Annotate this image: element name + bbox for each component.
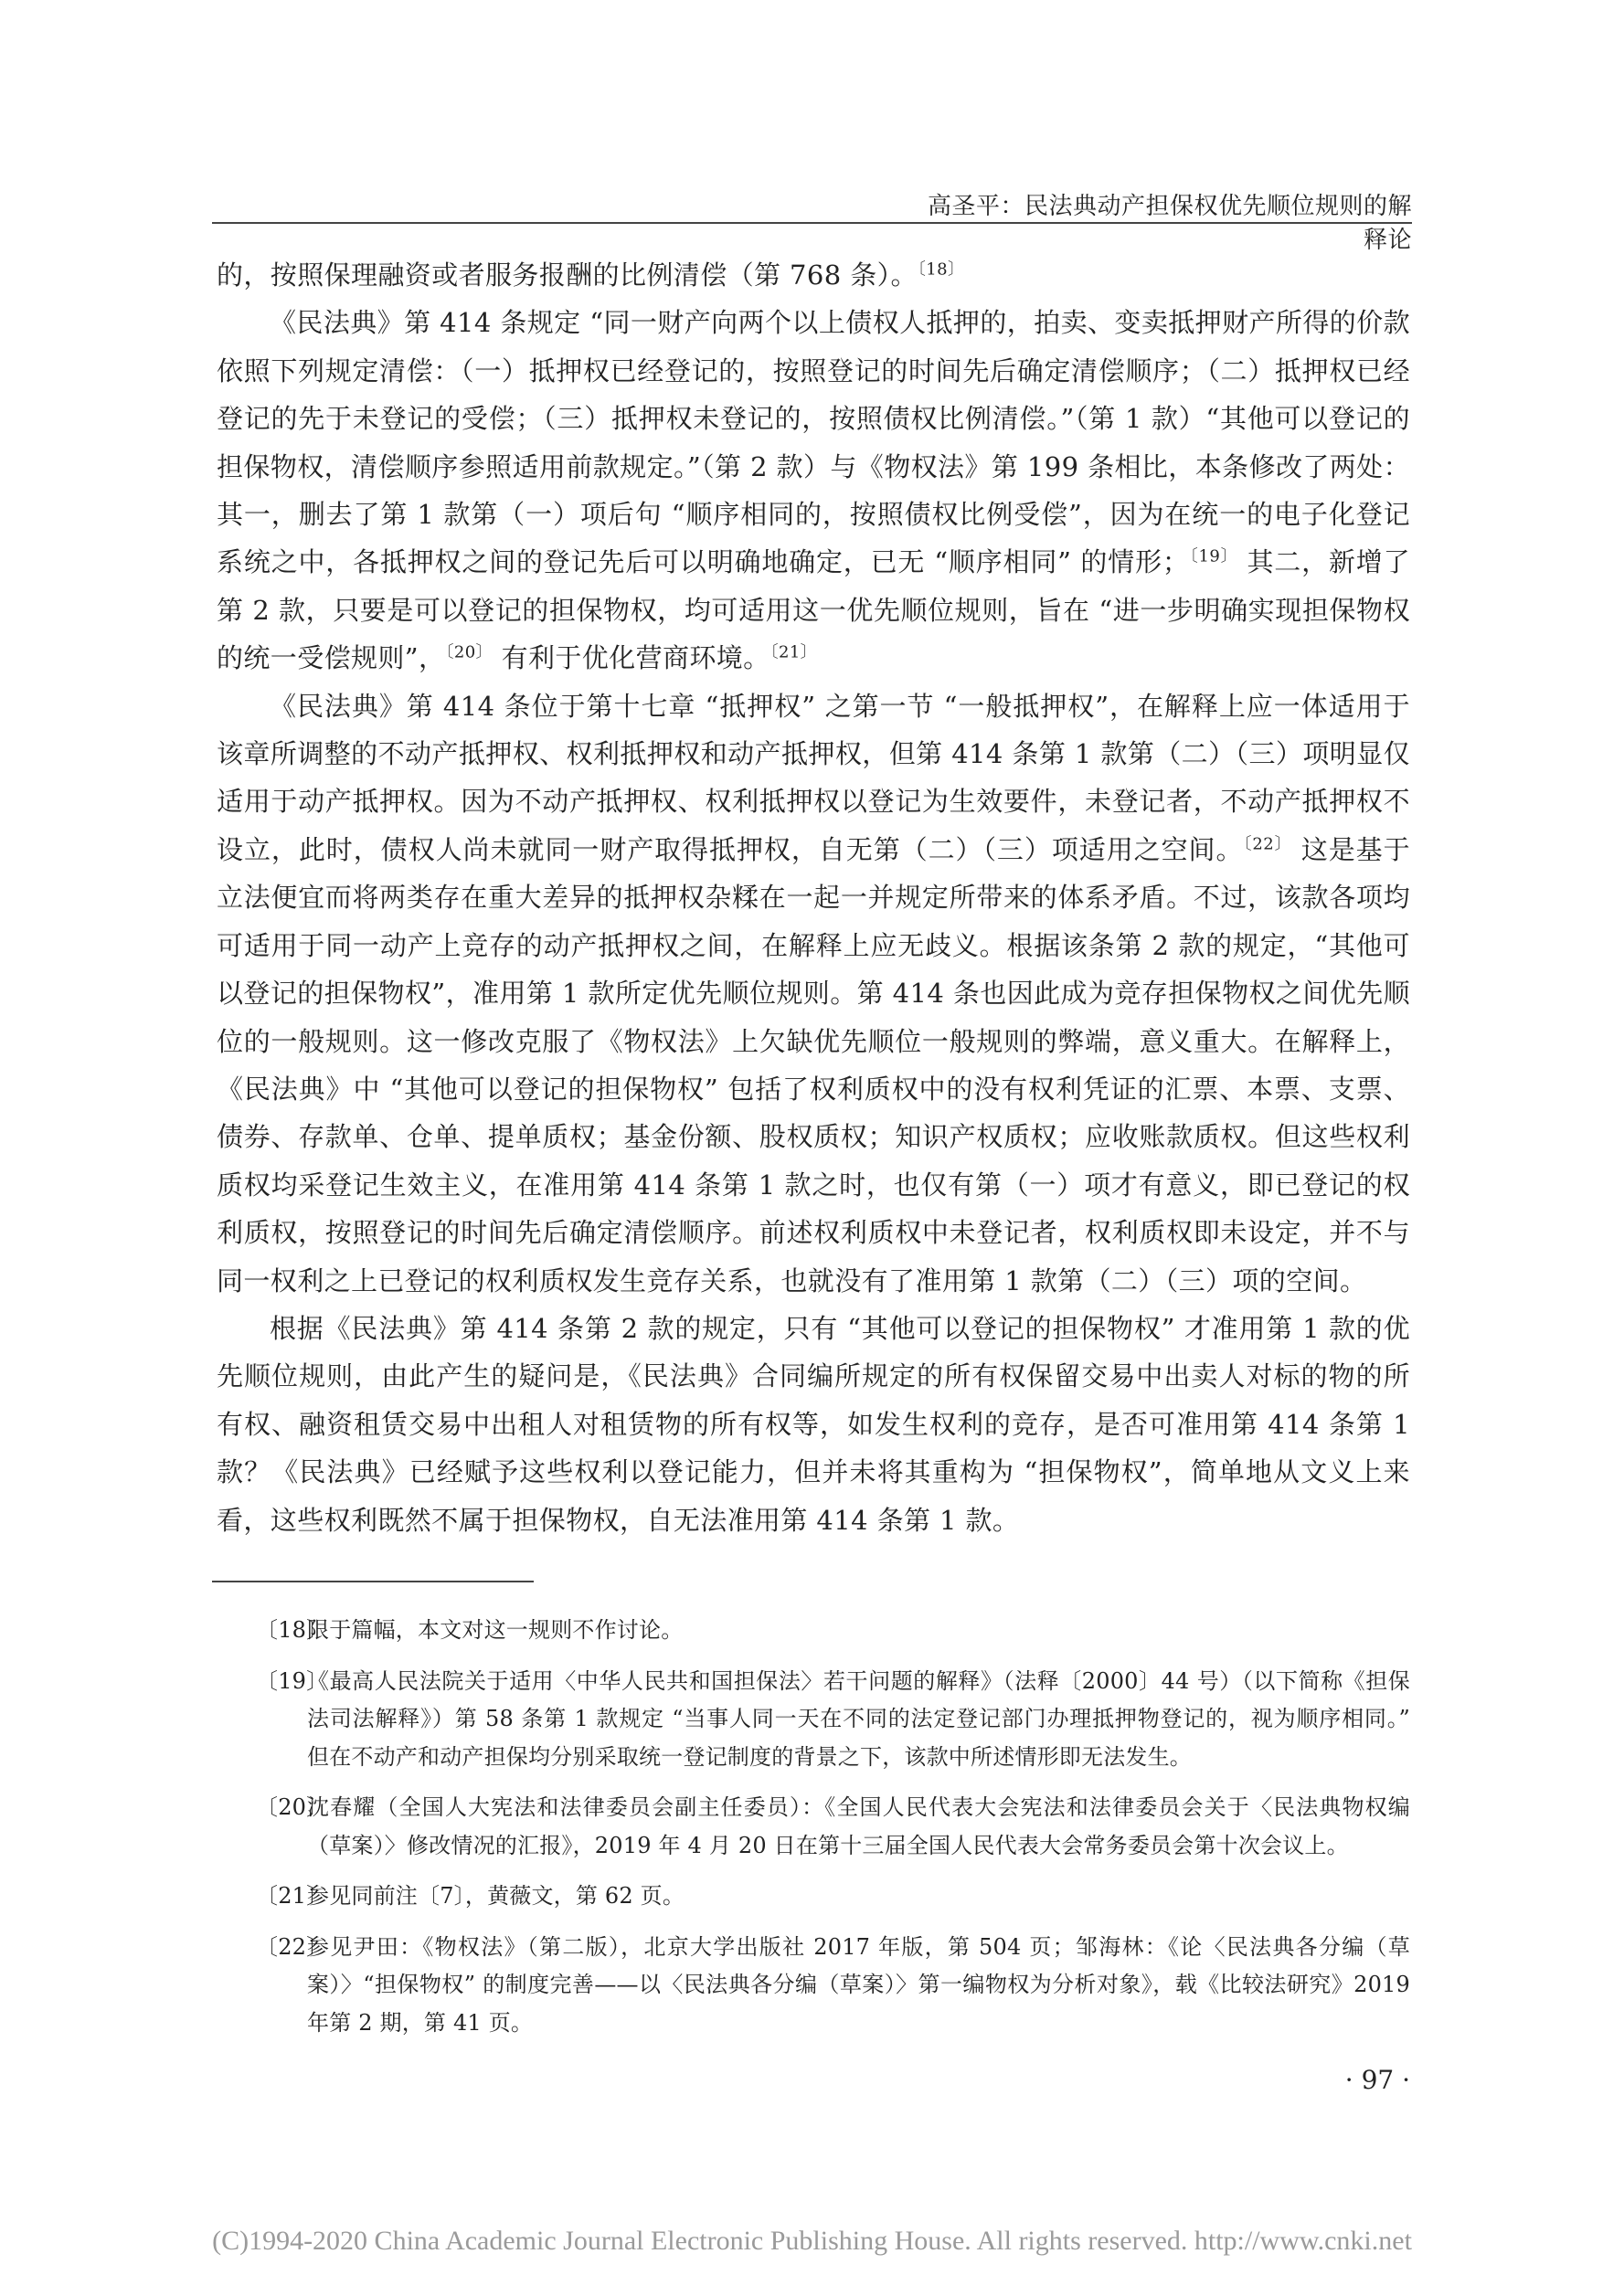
article-body	[217, 251, 1410, 1544]
paragraph-text: 这是基于立法便宜而将两类存在重大差异的抵押权杂糅在一起一并规定所带来的体系矛盾。不过，该款各项均可适用于同一动产上竞存的动产抵押权之间，在解释上应无歧义。根据该条第 2 款的规定，“其他可以登记的担保物权”，准用第 1 款所定优先顺位规则。第 414 条也因此成为竞存担保物权之间优先顺位的一般规则。这一修改克服了《物权法》上欠缺优先顺位一般规则的弊端，意义重大。在解释上，《民法典》中 “其他可以登记的担保物权” 包括了权利质权中的没有权利凭证的汇票、本票、支票、债券、存款单、仓单、提单质权；基金份额、股权质权；知识产权质权；应收账款质权。但这些权利质权均采登记生效主义，在准用第 414 条第 1 款之时，也仅有第（一）项才有意义，即已登记的权利质权，按照登记的时间先后确定清偿顺序。前述权利质权中未登记者，权利质权即未设定，并不与同一权利之上已登记的权利质权发生竞存关系，也就没有了准用第 1 款第（二）（三）项的空间。	[217, 833, 1411, 1296]
footnote-text: 参见尹田：《物权法》（第二版），北京大学出版社 2017 年版，第 504 页；邹海林：《论〈民法典各分编（草案）〉“担保物权” 的制度完善——以〈民法典各分编（草案）〉第一编物权为分析对象》，载《比较法研究》2019 年第 2 期，第 41 页。	[307, 1933, 1410, 2036]
footnote-number: 〔19〕	[256, 1667, 329, 1694]
paragraph	[217, 299, 1410, 682]
paragraph-text: 根据《民法典》第 414 条第 2 款的规定，只有 “其他可以登记的担保物权” 才准用第 1 款的优先顺位规则，由此产生的疑问是，《民法典》合同编所规定的所有权保留交易中出卖人对标的物的所有权、融资租赁交易中出租人对租赁物的所有权等，如发生权利的竞存，是否可准用第 414 条第 1 款？《民法典》已经赋予这些权利以登记能力，但并未将其重构为 “担保物权”，简单地从文义上来看，这些权利既然不属于担保物权，自无法准用第 414 条第 1 款。	[217, 1312, 1410, 1536]
paragraph-text: 其二，新增了第 2 款，只要是可以登记的担保物权，均可适用这一优先顺位规则，旨在 “进一步明确实现担保物权的统一受偿规则”，	[217, 546, 1410, 674]
footnote	[217, 1878, 1410, 1916]
footnote	[217, 1612, 1410, 1650]
footnote-number: 〔22〕	[256, 1933, 329, 1960]
footnote-ref[interactable]: 〔19〕	[1189, 546, 1238, 566]
footnote-ref[interactable]: 〔21〕	[770, 642, 818, 662]
footnote-text: 参见同前注〔7〕，黄薇文，第 62 页。	[307, 1883, 685, 1909]
header-rule	[212, 222, 1412, 224]
footnote-text: 沈春耀（全国人大宪法和法律委员会副主任委员）：《全国人民代表大会宪法和法律委员会关于〈民法典物权编（草案）〉修改情况的汇报》，2019 年 4 月 20 日在第十三届全国人民代表大会常务委员会第十次会议上。	[307, 1794, 1410, 1858]
footnote	[217, 1663, 1410, 1777]
footnote-text: 限于篇幅，本文对这一规则不作讨论。	[307, 1617, 684, 1643]
footnote-text: 《最高人民法院关于适用〈中华人民共和国担保法〉若干问题的解释》（法释〔2000〕44 号）（以下简称《担保法司法解释》）第 58 条第 1 款规定 “当事人同一天在不同的法定登记部门办理抵押物登记的，视为顺序相同。” 但在不动产和动产担保均分别采取统一登记制度的背景之下，该款中所述情形即无法发生。	[307, 1667, 1410, 1770]
footnotes	[217, 1612, 1410, 2055]
footnote-rule	[212, 1581, 534, 1582]
footnote-number: 〔21〕	[256, 1883, 329, 1909]
paragraph	[217, 682, 1410, 1305]
copyright-watermark: (C)1994-2020 China Academic Journal Electronic Publishing House. All rights reserved. http://www.cnki.net	[212, 2226, 1412, 2256]
paragraph-text: 的，按照保理融资或者服务报酬的比例清偿（第 768 条）。	[217, 259, 918, 291]
footnote	[217, 1929, 1410, 2043]
footnote	[217, 1789, 1410, 1865]
paragraph-text: 《民法典》第 414 条位于第十七章 “抵押权” 之第一节 “一般抵押权”，在解释上应一体适用于该章所调整的不动产抵押权、权利抵押权和动产抵押权，但第 414 条第 1 款第（二）（三）项明显仅适用于动产抵押权。因为不动产抵押权、权利抵押权以登记为生效要件，未登记者，不动产抵押权不设立，此时，债权人尚未就同一财产取得抵押权，自无第（二）（三）项适用之空间。	[217, 690, 1410, 865]
paragraph-text: 《民法典》第 414 条规定 “同一财产向两个以上债权人抵押的，拍卖、变卖抵押财产所得的价款依照下列规定清偿：（一）抵押权已经登记的，按照登记的时间先后确定清偿顺序；（二）抵押权已经登记的先于未登记的受偿；（三）抵押权未登记的，按照债权比例清偿。”（第 1 款）“其他可以登记的担保物权，清偿顺序参照适用前款规定。”（第 2 款）与《物权法》第 199 条相比，本条修改了两处：其一，删去了第 1 款第（一）项后句 “顺序相同的，按照债权比例受偿”，因为在统一的电子化登记系统之中，各抵押权之间的登记先后可以明确地确定，已无 “顺序相同” 的情形；	[217, 307, 1410, 578]
footnote-ref[interactable]: 〔20〕	[445, 642, 493, 662]
footnote-number: 〔20〕	[256, 1794, 329, 1820]
page-number: · 97 ·	[1344, 2065, 1410, 2095]
paragraph	[217, 1305, 1410, 1544]
footnote-number: 〔18〕	[256, 1617, 329, 1643]
paragraph	[217, 251, 1410, 299]
paragraph-text: 有利于优化营商环境。	[492, 642, 770, 674]
footnote-ref[interactable]: 〔18〕	[917, 259, 965, 280]
footnote-ref[interactable]: 〔22〕	[1243, 834, 1292, 854]
running-header: 高圣平：民法典动产担保权优先顺位规则的解释论	[927, 193, 1412, 254]
